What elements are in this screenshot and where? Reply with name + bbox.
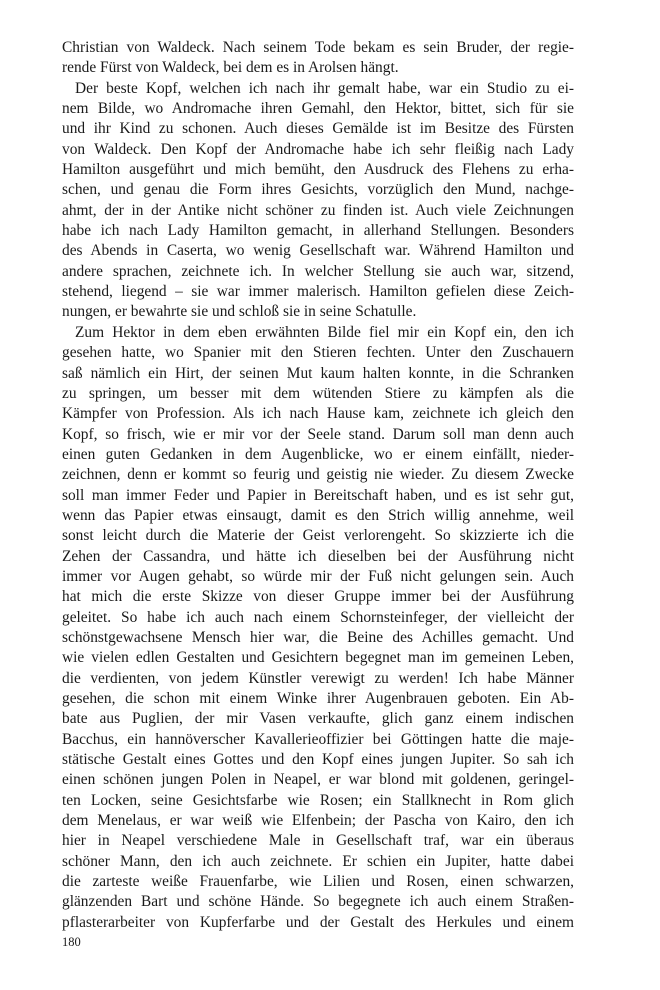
text-line: dem Menelaus, er war weiß wie Elfenbein; der Pascha von Kairo, den ich — [62, 812, 574, 830]
text-line: immer vor Augen gehabt, so würde mir der Fuß nicht gelungen sein. Auch — [62, 567, 574, 585]
text-line: stätische Gestalt eines Gottes und den Kopf eines jungen Jupiter. So sah ich — [62, 751, 574, 769]
text-line: zu springen, um besser mit dem wütenden Stiere zu kämpfen als die — [62, 384, 574, 402]
text-line: Christian von Waldeck. Nach seinem Tode bekam es sein Bruder, der regie- — [62, 39, 574, 56]
text-line: einen schönen jungen Polen in Neapel, er war blond mit goldenen, geringel- — [62, 771, 574, 789]
text-line: zeichnen, denn er kommt so feurig und geistig nie wieder. Zu diesem Zwecke — [62, 466, 574, 484]
text-line: wie vielen edlen Gestalten und Gesichtern begegnet man im gemeinen Leben, — [62, 649, 574, 667]
text-line: Hamilton ausgeführt und mich bemüht, den Ausdruck des Flehens zu erha- — [62, 161, 574, 179]
page-body — [62, 38, 574, 938]
text-line: Kopf, so frisch, wie er mir vor der Seele stand. Darum soll man denn auch — [62, 425, 574, 443]
paragraph-3 — [62, 323, 574, 933]
text-line: andere sprachen, zeichnete ich. In welcher Stellung sie auch war, sitzend, — [62, 262, 574, 280]
paragraph-1 — [62, 38, 574, 79]
text-line: von Waldeck. Den Kopf der Andromache habe ich sehr fleißig nach Lady — [62, 140, 574, 158]
text-line: saß nämlich ein Hirt, der seinen Mut kaum halten konnte, in die Schranken — [62, 364, 574, 382]
text-line: stehend, liegend – sie war immer malerisch. Hamilton gefielen diese Zeich- — [62, 283, 574, 301]
text-line: pflasterarbeiter von Kupferfarbe und der Gestalt des Herkules und einem — [62, 913, 574, 931]
text-line: gesehen hatte, wo Spanier mit den Stieren fechten. Unter den Zuschauern — [62, 344, 574, 362]
text-line: Zum Hektor in dem eben erwähnten Bilde fiel mir ein Kopf ein, den ich — [75, 323, 574, 341]
text-line: Der beste Kopf, welchen ich nach ihr gemalt habe, war ein Studio zu ei- — [75, 79, 574, 97]
text-line: bate aus Puglien, der mir Vasen verkaufte, glich ganz einem indischen — [62, 710, 574, 728]
text-line: schöner Mann, den ich auch zeichnete. Er schien ein Jupiter, hatte dabei — [62, 852, 574, 870]
text-line: schen, und genau die Form ihres Gesichts, vorzüglich den Mund, nachge- — [62, 181, 574, 199]
text-line: Bacchus, ein hannöverscher Kavallerieoffizier bei Göttingen hatte die maje- — [62, 730, 574, 748]
text-line: soll man immer Feder und Papier in Bereitschaft haben, und es ist sehr gut, — [62, 486, 574, 504]
text-line: hier in Neapel verschiedene Male in Gesellschaft traf, war ein überaus — [62, 832, 574, 850]
text-line: ahmt, der in der Antike nicht schöner zu finden ist. Auch viele Zeichnungen — [62, 201, 574, 219]
text-line: schönstgewachsene Mensch hier war, die Beine des Achilles gemacht. Und — [62, 628, 574, 646]
text-line: und ihr Kind zu schonen. Auch dieses Gemälde ist im Besitze des Fürsten — [62, 120, 574, 138]
text-line: glänzenden Bart und schöne Hände. So begegnete ich auch einem Straßen- — [62, 893, 574, 911]
text-line: Zehen der Cassandra, und hätte ich dieselben bei der Ausführung nicht — [62, 547, 574, 565]
text-line: die zarteste weiße Frauenfarbe, wie Lilien und Rosen, einen schwarzen, — [62, 873, 574, 891]
text-line: einen guten Gedanken in dem Augenblicke, wo er einem einfällt, nieder- — [62, 445, 574, 463]
text-line: habe ich nach Lady Hamilton gemacht, in allerhand Stellungen. Besonders — [62, 222, 574, 240]
text-line: rende Fürst von Waldeck, bei dem es in Arolsen hängt. — [62, 59, 399, 77]
page-number: 180 — [62, 935, 81, 949]
text-line: nem Bilde, wo Andromache ihren Gemahl, den Hektor, bittet, sich für sie — [62, 100, 574, 118]
text-line: hat mich die erste Skizze von dieser Gruppe immer bei der Ausführung — [62, 588, 574, 606]
text-line: die verdienten, von jedem Künstler verewigt zu werden! Ich habe Männer — [62, 669, 574, 687]
text-line: wenn das Papier etwas einsaugt, damit es den Strich willig annehme, weil — [62, 506, 574, 524]
text-line: gesehen, die schon mit einem Winke ihrer Augenbrauen geboten. Ein Ab- — [62, 690, 574, 707]
text-line: nungen, er bewahrte sie und schloß sie in seine Schatulle. — [62, 303, 417, 321]
text-line: Kämpfer von Profession. Als ich nach Hause kam, zeichnete ich gleich den — [62, 405, 574, 423]
text-line: geleitet. So habe ich auch nach einem Schornsteinfeger, der vielleicht der — [62, 608, 574, 626]
text-line: des Abends in Caserta, wo wenig Gesellschaft war. Während Hamilton und — [62, 242, 574, 260]
text-line: sonst leicht durch die Materie der Geist verlorengeht. So skizzierte ich die — [62, 527, 574, 545]
paragraph-2 — [62, 79, 574, 323]
text-line: ten Locken, seine Gesichtsfarbe wie Rosen; ein Stallknecht in Rom glich — [62, 791, 574, 809]
